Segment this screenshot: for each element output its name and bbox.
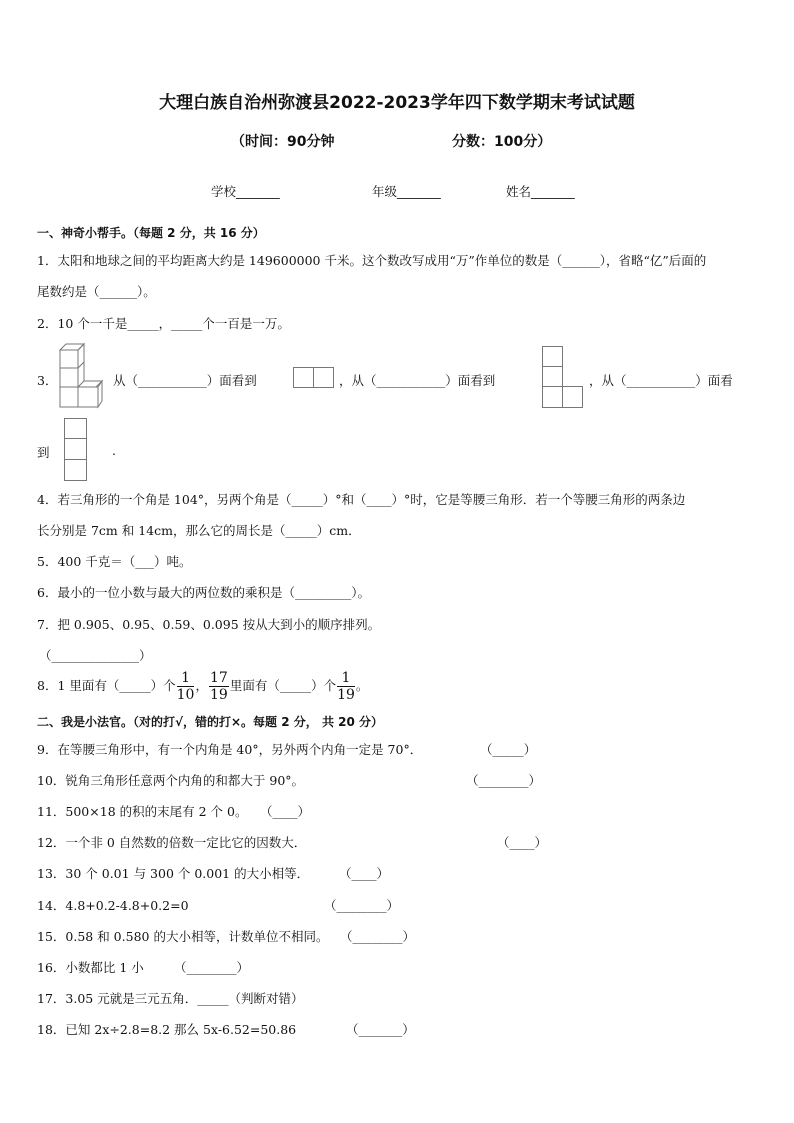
question-7-answer-blank: （______________） [39, 648, 152, 663]
question-4-line-1: 4．若三角形的一个角是 104°，另两个角是（_____）°和（____）°时，它是等腰三角形．若一个等腰三角形的两条边 [37, 492, 686, 507]
question-8-part-1: 8．1 里面有（_____）个 [37, 678, 176, 693]
question-3-part-3: ，从（___________）面看 [589, 373, 733, 388]
judge-answer-blank-10: （________） [466, 773, 542, 788]
exam-score: 分数：100分） [452, 134, 552, 150]
fraction-one-nineteenth: $\frac{1}{19}$ [337, 670, 355, 703]
question-3-part-2: ，从（___________）面看到 [339, 373, 496, 388]
judge-question-13: 13．30 个 0.01 与 300 个 0.001 的大小相等． [37, 866, 310, 881]
page-title: 大理白族自治州弥渡县2022-2023学年四下数学期末考试试题 [159, 93, 635, 113]
judge-question-17: 17．3.05 元就是三元五角．_____（判断对错） [37, 991, 304, 1006]
name-field: 姓名_______ [506, 184, 575, 199]
question-1-line-1: 1．太阳和地球之间的平均距离大约是 149600000 千米。这个数改写成用“万”作单位的数是（______），省略“亿”后面的 [37, 253, 707, 268]
view-column-figure [64, 418, 88, 482]
judge-question-10: 10．锐角三角形任意两个内角的和都大于 90°。 [37, 773, 305, 788]
view-l-shape-figure [542, 346, 584, 409]
question-8-end: 。 [355, 678, 369, 693]
question-5: 5．400 千克＝（___）吨。 [37, 554, 192, 569]
fraction-one-tenth: $\frac{1}{10}$ [176, 670, 195, 703]
question-8-separator: ， [195, 678, 208, 693]
exam-time: （时间：90分钟 [231, 134, 335, 150]
section-heading-1: 一、神奇小帮手。（每题 2 分，共 16 分） [37, 226, 265, 240]
judge-answer-blank-14: （________） [324, 898, 400, 913]
question-6: 6．最小的一位小数与最大的两位数的乘积是（_________）。 [37, 585, 370, 600]
judge-answer-blank-16: （________） [174, 960, 250, 975]
question-3-number: 3． [37, 373, 58, 388]
judge-answer-blank-11: （____） [260, 804, 311, 819]
question-8 [37, 670, 368, 702]
question-3-part-5: . [112, 443, 116, 458]
judge-answer-blank-12: （____） [497, 835, 548, 850]
school-field: 学校_______ [211, 184, 280, 199]
judge-answer-blank-9: （_____） [480, 742, 537, 757]
question-3-part-1: 从（___________）面看到 [113, 373, 257, 388]
judge-question-15: 15．0.58 和 0.580 的大小相等，计数单位不相同。 [37, 929, 329, 944]
judge-answer-blank-15: （________） [340, 929, 416, 944]
question-2: 2．10 个一千是_____，_____个一百是一万。 [37, 316, 290, 331]
section-heading-2: 二、我是小法官。（对的打√，错的打×。每题 2 分， 共 20 分） [37, 715, 383, 729]
judge-answer-blank-18: （_______） [346, 1022, 415, 1037]
judge-question-11: 11．500×18 的积的末尾有 2 个 0。 [37, 804, 248, 819]
judge-question-12: 12．一个非 0 自然数的倍数一定比它的因数大． [37, 835, 307, 850]
judge-question-14: 14．4.8+0.2-4.8+0.2=0 [37, 898, 189, 913]
view-two-squares-figure [293, 367, 335, 389]
judge-answer-blank-13: （____） [339, 866, 390, 881]
judge-question-18: 18．已知 2x÷2.8=8.2 那么 5x-6.52=50.86 [37, 1022, 297, 1037]
question-8-part-2: 里面有（_____）个 [229, 678, 337, 693]
question-3-part-4: 到 [37, 445, 50, 460]
judge-question-16: 16．小数都比 1 小 [37, 960, 144, 975]
question-4-line-2: 长分别是 7cm 和 14cm，那么它的周长是（_____）cm． [37, 523, 361, 538]
grade-field: 年级_______ [372, 184, 441, 199]
cube-stack-figure [58, 342, 108, 410]
question-7-line-1: 7．把 0.905、0.95、0.59、0.095 按从大到小的顺序排列。 [37, 617, 381, 632]
question-1-line-2: 尾数约是（______）。 [37, 284, 156, 299]
judge-question-9: 9．在等腰三角形中，有一个内角是 40°，另外两个内角一定是 70°． [37, 742, 423, 757]
fraction-seventeen-nineteenths: $\frac{17}{19}$ [209, 670, 228, 703]
